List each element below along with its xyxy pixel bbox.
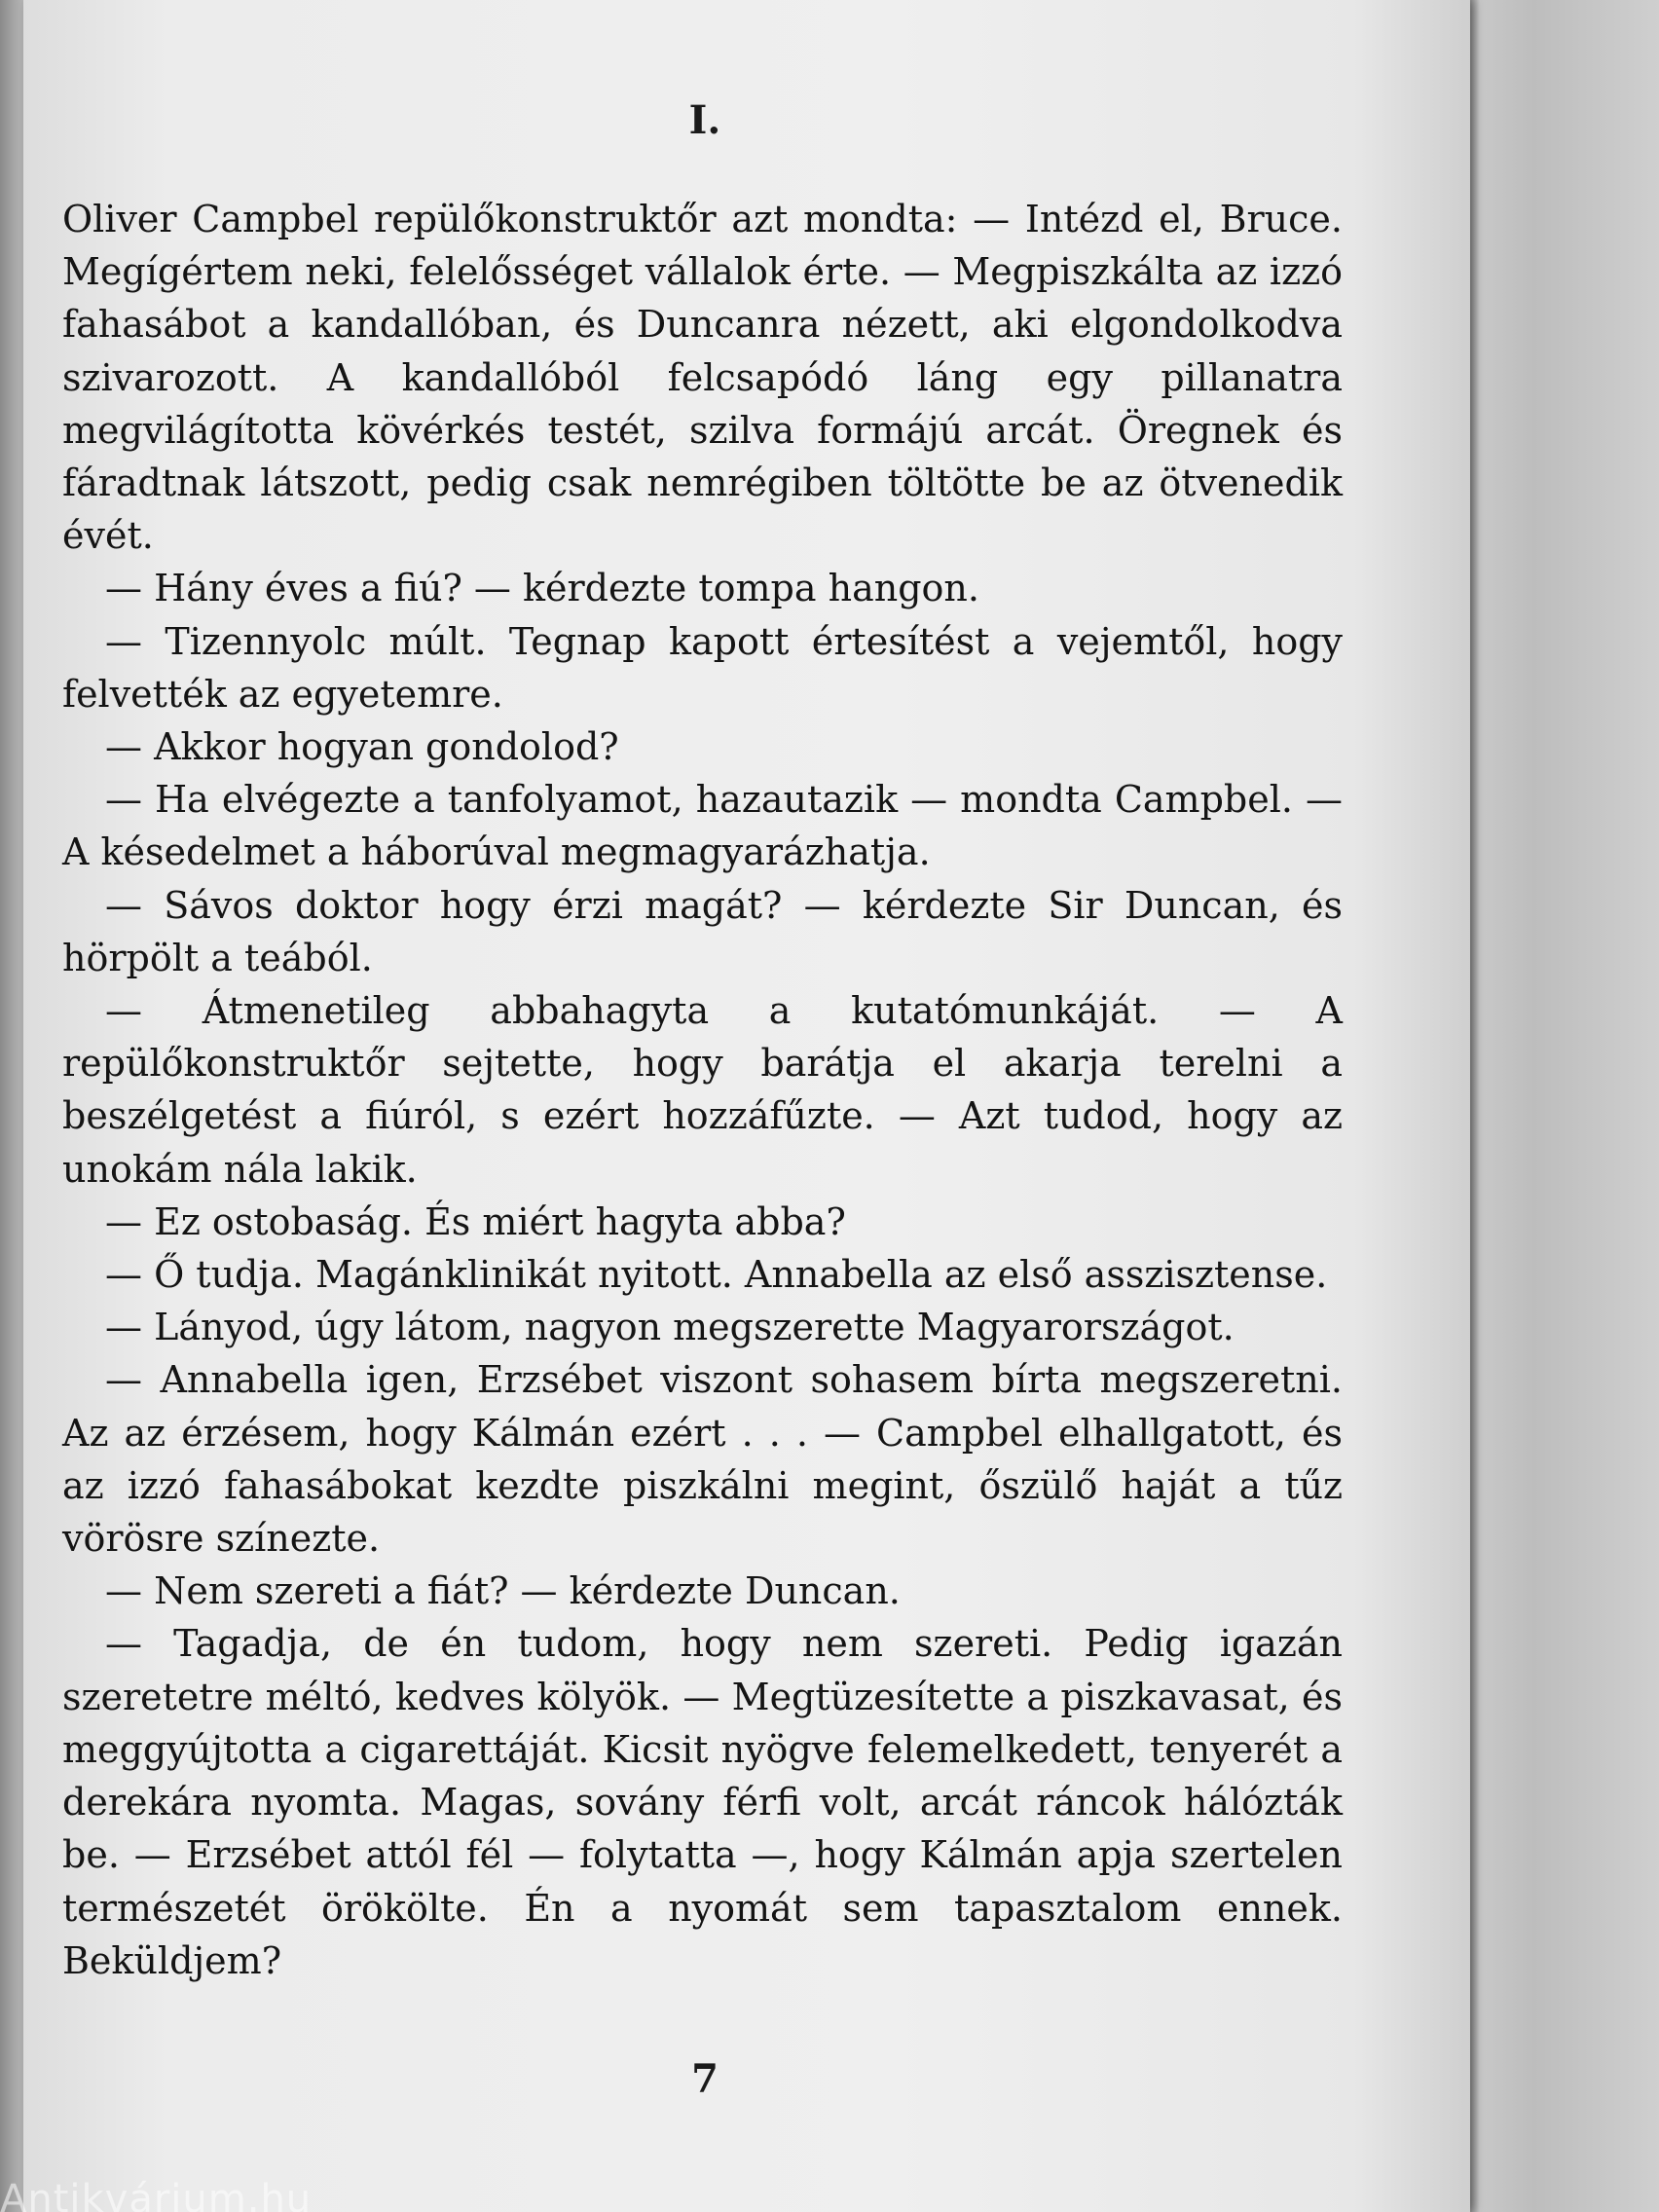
paragraph: — Átmenetileg abbahagyta a kutatómunkáját. — A repülőkonstruktőr sejtette, hogy barátja el akarja terelni a beszélgetést a fiúról, s ezért hozzáfűzte. — Azt tudod, hogy az unokám nála lakik. xyxy=(62,989,1343,1191)
background-right xyxy=(1451,0,1659,2212)
page-number: 7 xyxy=(691,2056,719,2102)
paragraph: — Ő tudja. Magánklinikát nyitott. Annabella az első asszisztense. xyxy=(105,1253,1328,1297)
paragraph: — Ez ostobaság. És miért hagyta abba? xyxy=(105,1199,846,1243)
paragraph: — Nem szereti a fiát? — kérdezte Duncan. xyxy=(105,1569,901,1613)
book-page xyxy=(23,0,1470,2212)
paragraph: — Annabella igen, Erzsébet viszont sohasem bírta megszeretni. Az az érzésem, hogy Kálmán ezért . . . — Campbel elhallgatott, és az izzó fahasábokat kezdte piszkálni megint, őszülő haját a tűz vörösre színezte. xyxy=(62,1358,1343,1561)
paragraph: — Tagadja, de én tudom, hogy nem szereti. Pedig igazán szeretetre méltó, kedves kölyök. — Megtüzesítette a piszkavasat, és meggyújtotta a cigarettáját. Kicsit nyögve felemelkedett, tenyerét a derekára nyomta. Magas, sovány férfi volt, arcát ráncok hálózták be. — Erzsébet attól fél — folytatta —, hogy Kálmán apja szertelen természetét örökölte. Én a nyomát sem tapasztalom ennek. Beküldjem? xyxy=(62,1622,1343,1982)
watermark: Antikvárium.hu xyxy=(0,2177,313,2212)
paragraph: — Sávos doktor hogy érzi magát? — kérdezte Sir Duncan, és hörpölt a teából. xyxy=(62,883,1343,979)
paragraph: — Lányod, úgy látom, nagyon megszerette Magyarországot. xyxy=(105,1306,1235,1349)
paragraph: Oliver Campbel repülőkonstruktőr azt mondta: — Intézd el, Bruce. Megígértem neki, felelősséget vállalok érte. — Megpiszkálta az izzó fahasábot a kandallóban, és Duncanra nézett, aki elgondolkodva szivarozott. A kandallóból felcsapódó láng egy pillanatra megvilágította kövérkés testét, szilva formájú arcát. Öregnek és fáradtnak látszott, pedig csak nemrégiben töltötte be az ötvenedik évét. xyxy=(62,198,1343,558)
paragraph: — Akkor hogyan gondolod? xyxy=(105,725,619,769)
paragraph: — Tizennyolc múlt. Tegnap kapott értesítést a vejemtől, hogy felvették az egyetemre. xyxy=(62,619,1343,716)
paragraph: — Hány éves a fiú? — kérdezte tompa hangon. xyxy=(105,567,979,610)
paragraph: — Ha elvégezte a tanfolyamot, hazautazik — mondta Campbel. — A késedelmet a háborúval megmagyarázhatja. xyxy=(62,778,1343,874)
chapter-heading: I. xyxy=(688,97,721,143)
body-text xyxy=(62,193,1343,1987)
